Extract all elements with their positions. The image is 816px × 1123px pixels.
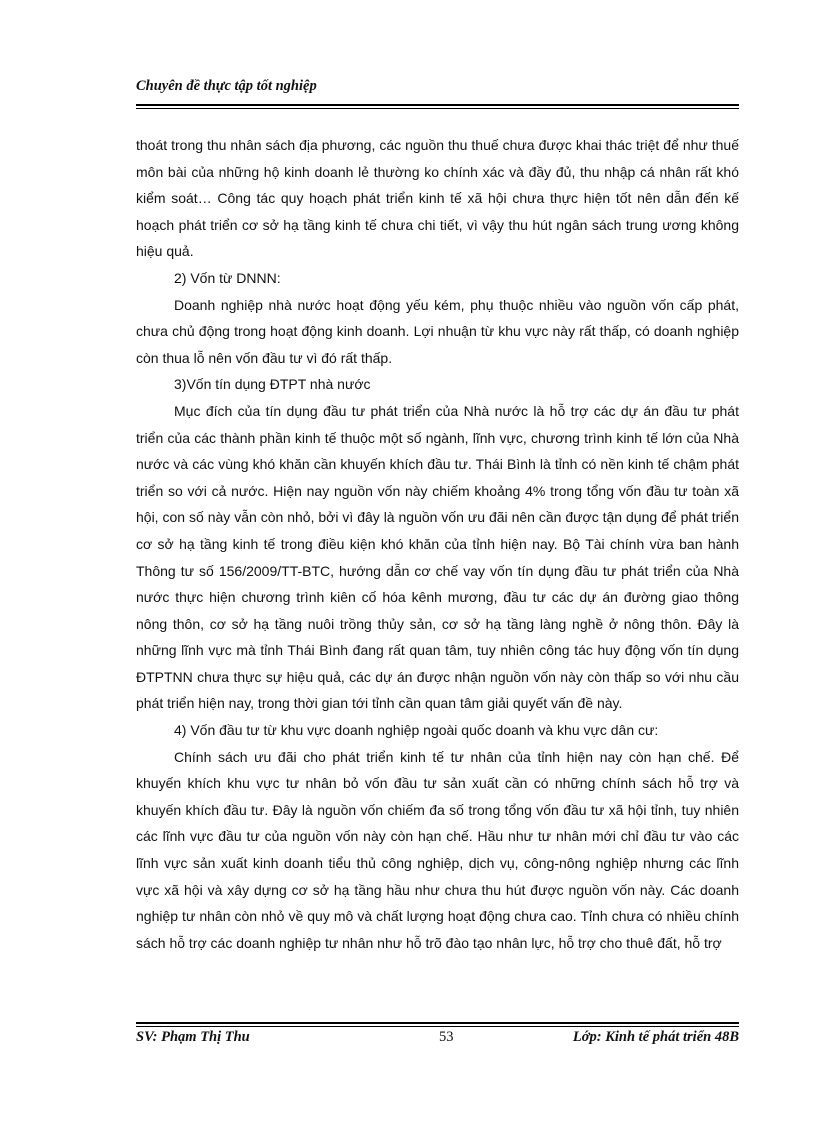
section-heading-3: 3)Vốn tín dụng ĐTPT nhà nước: [174, 376, 371, 393]
section-heading-2: 2) Vốn từ DNNN:: [174, 269, 281, 286]
section-heading-4: 4) Vốn đầu tư từ khu vực doanh nghiệp ngoài quốc doanh và khu vực dân cư:: [174, 722, 659, 739]
footer-rule-thin: [136, 1026, 739, 1027]
paragraph: Mục đích của tín dụng đầu tư phát triển của Nhà nước là hỗ trợ các dự án đầu tư phát triển của các thành phần kinh tế thuộc một số ngành, lĩnh vực, chương trình kinh tế lớn của Nhà nước và các vùng khó khăn cần khuyến khích đầu tư. Thái Bình là tỉnh có nền kinh tế chậm phát triển so với cả nước. Hiện nay nguồn vốn này chiếm khoảng 4% trong tổng vốn đầu tư toàn xã hội, con số này vẫn còn nhỏ, bởi vì đây là nguồn vốn ưu đãi nên cần được tận dụng để phát triển cơ sở hạ tầng kinh tế trong điều kiện khó khăn của tỉnh hiện nay. Bộ Tài chính vừa ban hành Thông tư số 156/2009/TT-BTC, hướng dẫn cơ chế vay vốn tín dụng đầu tư phát triển của Nhà nước thực hiện chương trình kiên cố hóa kênh mương, đầu tư các dự án đường giao thông nông thôn, cơ sở hạ tầng nuôi trồng thủy sản, cơ sở hạ tầng làng nghề ở nông thôn. Đây là những lĩnh vực mà tỉnh Thái Bình đang rất quan tâm, tuy nhiên công tác huy động vốn tín dụng ĐTPTNN chưa thực sự hiệu quả, các dự án được nhận nguồn vốn này còn thấp so với nhu cầu phát triển hiện nay, trong thời gian tới tỉnh cần quan tâm giải quyết vấn đề này.: [136, 402, 739, 712]
paragraph-continuation: thoát trong thu nhân sách địa phương, các nguồn thu thuế chưa được khai thác triệt để như thuế môn bài của những hộ kinh doanh lẻ thường ko chính xác và đầy đủ, thu nhập cá nhân rất khó kiểm soát… Công tác quy hoạch phát triển kinh tế xã hội chưa thực hiện tốt nên dẫn đến kế hoạch phát triển cơ sở hạ tầng kinh tế chưa chi tiết, vì vậy thu hút ngân sách trung ương không hiệu quả.: [136, 137, 739, 260]
footer-rule: [136, 1022, 739, 1024]
footer-page-number: 53: [439, 1029, 454, 1045]
paragraph: Chính sách ưu đãi cho phát triển kinh tế tư nhân của tỉnh hiện nay còn hạn chế. Để khuyến khích khu vực tư nhân bỏ vốn đầu tư sản xuất cần có những chính sách hỗ trợ và khuyến khích đầu tư. Đây là nguồn vốn chiếm đa số trong tổng vốn đầu tư xã hội tỉnh, tuy nhiên các lĩnh vực đầu tư của nguồn vốn này còn hạn chế. Hầu như tư nhân mới chỉ đầu tư vào các lĩnh vực sản xuất kinh doanh tiểu thủ công nghiệp, dịch vụ, công-nông nghiệp nhưng các lĩnh vực xã hội và xây dựng cơ sở hạ tầng hầu như chưa thu hút được nguồn vốn này. Các doanh nghiệp tư nhân còn nhỏ về quy mô và chất lượng hoạt động chưa cao. Tỉnh chưa có nhiều chính sách hỗ trợ các doanh nghiệp tư nhân như hỗ trõ đào tạo nhân lực, hỗ trợ cho thuê đất, hỗ trợ: [136, 748, 739, 951]
document-body: [136, 132, 739, 956]
footer-student-name: SV: Phạm Thị Thu: [136, 1029, 250, 1045]
page-header-title: Chuyên đề thực tập tốt nghiệp: [136, 78, 317, 94]
paragraph: Doanh nghiệp nhà nước hoạt động yếu kém, phụ thuộc nhiều vào nguồn vốn cấp phát, chưa chủ động trong hoạt động kinh doanh. Lợi nhuận từ khu vực này rất thấp, có doanh nghiệp còn thua lỗ nên vốn đầu tư vì đó rất thấp.: [136, 296, 739, 366]
page-footer: [136, 1029, 739, 1051]
footer-class-name: Lớp: Kinh tế phát triển 48B: [572, 1029, 739, 1045]
header-rule-thin: [136, 108, 739, 109]
header-rule: [136, 104, 739, 106]
